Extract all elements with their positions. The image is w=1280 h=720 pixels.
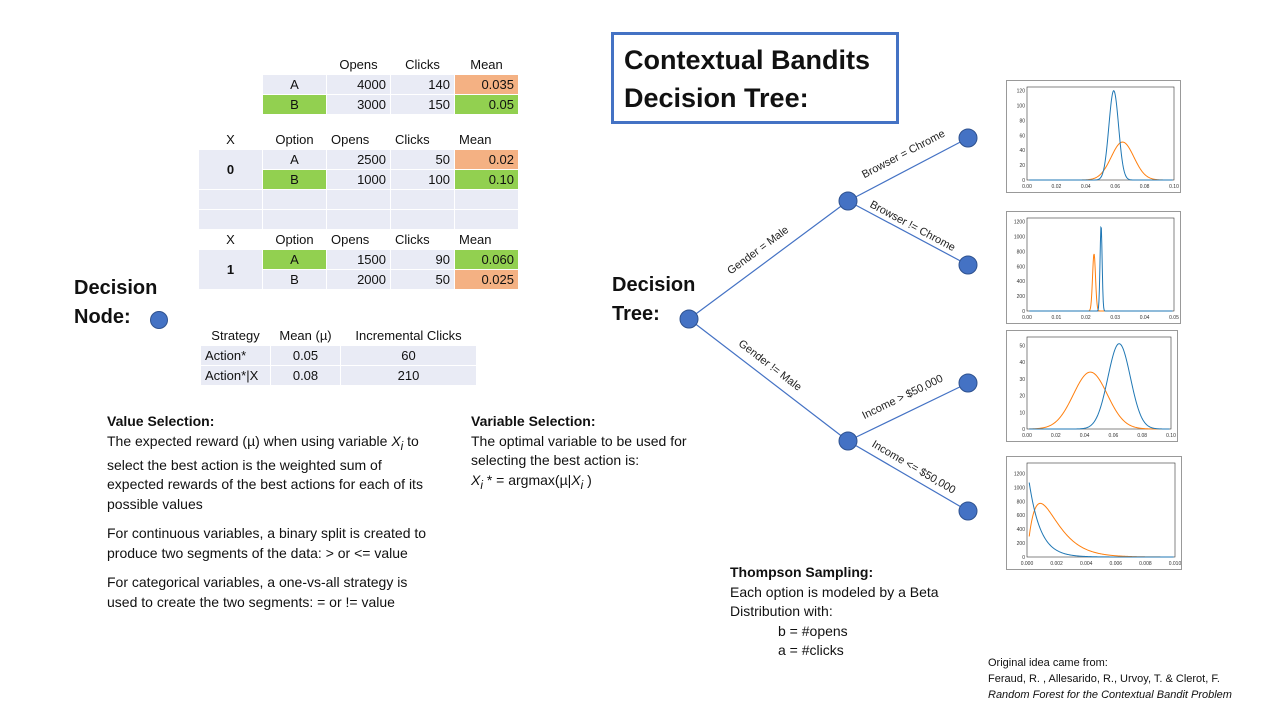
series-line-orange [1029,503,1173,557]
title-line2: Decision Tree: [624,83,809,113]
clicks-cell: 90 [391,250,455,270]
y-tick-label: 400 [1016,527,1025,534]
variable-selection-p1: The optimal variable to be used for selecting the best action is: [471,432,687,468]
mean-cell: 0.10 [455,170,519,190]
chart-browser-not-chrome [1006,211,1181,324]
x-tick-label: 0.04 [1139,315,1150,321]
y-tick-label: 80 [1019,118,1025,125]
table-header: Clicks [391,130,455,150]
y-tick-label: 20 [1019,163,1025,170]
leaf-chrome [959,129,977,147]
table-header: Mean (µ) [271,326,341,346]
value-selection-p2: For continuous variables, a binary split is created to produce two segments of the data: > or <= value [107,525,427,561]
thompson-line1: Each option is modeled by a Beta [730,583,939,600]
formula-mid: * = argmax(µ| [482,471,572,488]
y-tick-label: 800 [1016,249,1025,256]
clicks-cell: 150 [391,95,455,115]
y-tick-label: 50 [1019,343,1025,350]
variable-selection-heading: Variable Selection: [471,413,596,429]
mean-cell: 0.02 [455,150,519,170]
y-tick-label: 0 [1022,178,1025,184]
table-header: Clicks [391,55,455,75]
formula-var: X [471,471,481,488]
chart-income-le [1006,456,1182,570]
strategy-cell: Action*|X [201,366,271,386]
option-cell: A [263,150,327,170]
x-tick-label: 0.000 [1020,561,1034,567]
series-line-orange [1029,142,1172,180]
chart-browser-chrome [1006,80,1181,193]
title-line1: Contextual Bandits [624,45,871,75]
thompson-line2: Distribution with: [730,603,833,619]
opens-cell: 1000 [327,170,391,190]
opens-cell: 2000 [327,270,391,290]
x-value-cell: 0 [199,150,263,190]
x-tick-label: 0.002 [1050,561,1063,567]
series-line-blue [1029,91,1172,180]
series-line-orange [1029,372,1169,429]
plot-frame [1027,87,1174,180]
y-tick-label: 0 [1022,427,1025,433]
formula-sub2: i [580,478,584,492]
y-tick-label: 1000 [1013,485,1025,492]
thompson-line4: a = #clicks [778,642,844,658]
formula-var2: X [571,471,581,488]
table-header: Opens [327,230,391,250]
thompson-line3: b = #opens [778,622,848,639]
p1-post: to select the best action is the weighted sum of expected rewards of the best actions for each of its possible values [107,432,423,512]
edge-label-gender-male: Gender = Male [725,223,792,278]
reference-line2: Feraud, R. , Allesarido, R., Urvoy, T. & Clerot, F. [988,673,1220,685]
clicks-cell: 50 [391,150,455,170]
x-tick-label: 0.10 [1166,433,1176,439]
x-tick-label: 0.04 [1080,184,1091,190]
x-tick-label: 0.02 [1080,315,1091,321]
y-tick-label: 1000 [1013,234,1025,241]
x-tick-label: 0.03 [1110,315,1121,321]
y-tick-label: 40 [1019,360,1025,367]
edge-label-browser-not-chrome: Browser != Chrome [867,198,958,255]
x-tick-label: 0.00 [1022,184,1032,190]
series-line-orange [1029,254,1172,311]
y-tick-label: 40 [1019,148,1025,155]
x-value-cell: 1 [199,250,263,290]
x-tick-label: 0.00 [1022,433,1032,439]
edge-gender-male [689,201,848,319]
opens-cell: 2500 [327,150,391,170]
y-tick-label: 200 [1016,541,1025,548]
opens-cell: 3000 [327,95,391,115]
y-tick-label: 30 [1019,376,1025,383]
y-tick-label: 200 [1016,294,1025,301]
x-tick-label: 0.06 [1110,184,1121,190]
y-tick-label: 800 [1016,499,1025,506]
edge-label-browser-chrome: Browser = Chrome [860,127,948,182]
y-tick-label: 0 [1022,555,1025,561]
y-tick-label: 1200 [1013,471,1025,478]
clicks-cell: 210 [341,366,477,386]
edge-label-income-le: Income <= $50,000 [869,438,958,497]
y-tick-label: 0 [1022,309,1025,315]
mean-cell: 0.025 [455,270,519,290]
series-line-blue [1029,344,1169,429]
edge-income-le [848,441,968,511]
x-tick-label: 0.006 [1109,561,1123,567]
x-tick-label: 0.05 [1169,315,1179,321]
y-tick-label: 600 [1016,513,1025,520]
option-cell: B [263,270,327,290]
reference-line3: Random Forest for the Contextual Bandit Problem [988,689,1232,701]
option-cell: A [263,250,327,270]
edge-label-income-gt: Income > $50,000 [860,372,946,422]
x-tick-label: 0.02 [1051,184,1062,190]
table-header: Mean [455,130,519,150]
decision-node-line1: Decision [74,277,158,299]
reference-line1: Original idea came from: [988,657,1108,669]
chart-income-gt [1006,330,1178,442]
option-cell: A [263,75,327,95]
y-tick-label: 20 [1019,393,1025,400]
option-cell: B [263,170,327,190]
x-tick-label: 0.06 [1108,433,1119,439]
y-tick-label: 1200 [1013,219,1025,226]
y-tick-label: 10 [1019,410,1025,417]
plot-frame [1027,337,1171,429]
x-tick-label: 0.08 [1139,184,1150,190]
root-node [680,310,698,328]
clicks-cell: 60 [341,346,477,366]
edge-gender-not-male [689,319,848,441]
value-selection-p3: For categorical variables, a one-vs-all strategy is used to create the two segments: = or != value [107,574,408,610]
series-line-blue [1029,483,1173,557]
formula-sub: i [480,478,483,492]
var-sub: i [400,439,404,453]
x-tick-label: 0.004 [1079,561,1093,567]
option-cell: B [263,95,327,115]
table-header: X [199,130,263,150]
table-header: X [199,230,263,250]
table-header: Clicks [391,230,455,250]
mean-cell: 0.08 [271,366,341,386]
table-header: Option [263,130,327,150]
opens-cell: 1500 [327,250,391,270]
table-header: Opens [327,130,391,150]
table-header: Mean [455,230,519,250]
mean-cell: 0.05 [455,95,519,115]
node-male [839,192,857,210]
table-header: Opens [327,55,391,75]
table-header: Mean [455,55,519,75]
x-tick-label: 0.02 [1050,433,1061,439]
mean-cell: 0.035 [455,75,519,95]
x-tick-label: 0.08 [1137,433,1148,439]
table-header: Option [263,230,327,250]
decision-node-line2: Node: [74,306,131,328]
leaf-income-le [959,502,977,520]
x-tick-label: 0.10 [1169,184,1179,190]
leaf-not-chrome [959,256,977,274]
y-tick-label: 600 [1016,264,1025,271]
decision-tree-line2: Tree: [612,303,660,325]
x-tick-label: 0.01 [1051,315,1062,321]
y-tick-label: 100 [1016,103,1025,110]
x-tick-label: 0.04 [1079,433,1090,439]
mean-cell: 0.05 [271,346,341,366]
y-tick-label: 400 [1016,279,1025,286]
y-tick-label: 120 [1016,88,1025,95]
x-tick-label: 0.00 [1022,315,1032,321]
value-selection-heading: Value Selection: [107,413,215,429]
clicks-cell: 50 [391,270,455,290]
mean-cell: 0.060 [455,250,519,270]
clicks-cell: 140 [391,75,455,95]
plot-frame [1027,463,1175,557]
edge-label-gender-not-male: Gender != Male [735,337,804,394]
table-header: Strategy [201,326,271,346]
formula-end: ) [583,471,592,488]
x-tick-label: 0.010 [1168,561,1182,567]
y-tick-label: 60 [1019,133,1025,140]
opens-cell: 4000 [327,75,391,95]
clicks-cell: 100 [391,170,455,190]
leaf-income-gt [959,374,977,392]
node-not-male [839,432,857,450]
x-tick-label: 0.008 [1139,561,1152,567]
p1-pre: The expected reward (µ) when using variable [107,432,392,449]
series-line-blue [1029,227,1172,311]
decision-tree-line1: Decision [612,274,696,296]
table-header: Incremental Clicks [341,326,477,346]
edge-browser-not-chrome [848,198,968,265]
var-x: X [391,432,401,449]
thompson-heading: Thompson Sampling: [730,564,874,580]
strategy-cell: Action* [201,346,271,366]
